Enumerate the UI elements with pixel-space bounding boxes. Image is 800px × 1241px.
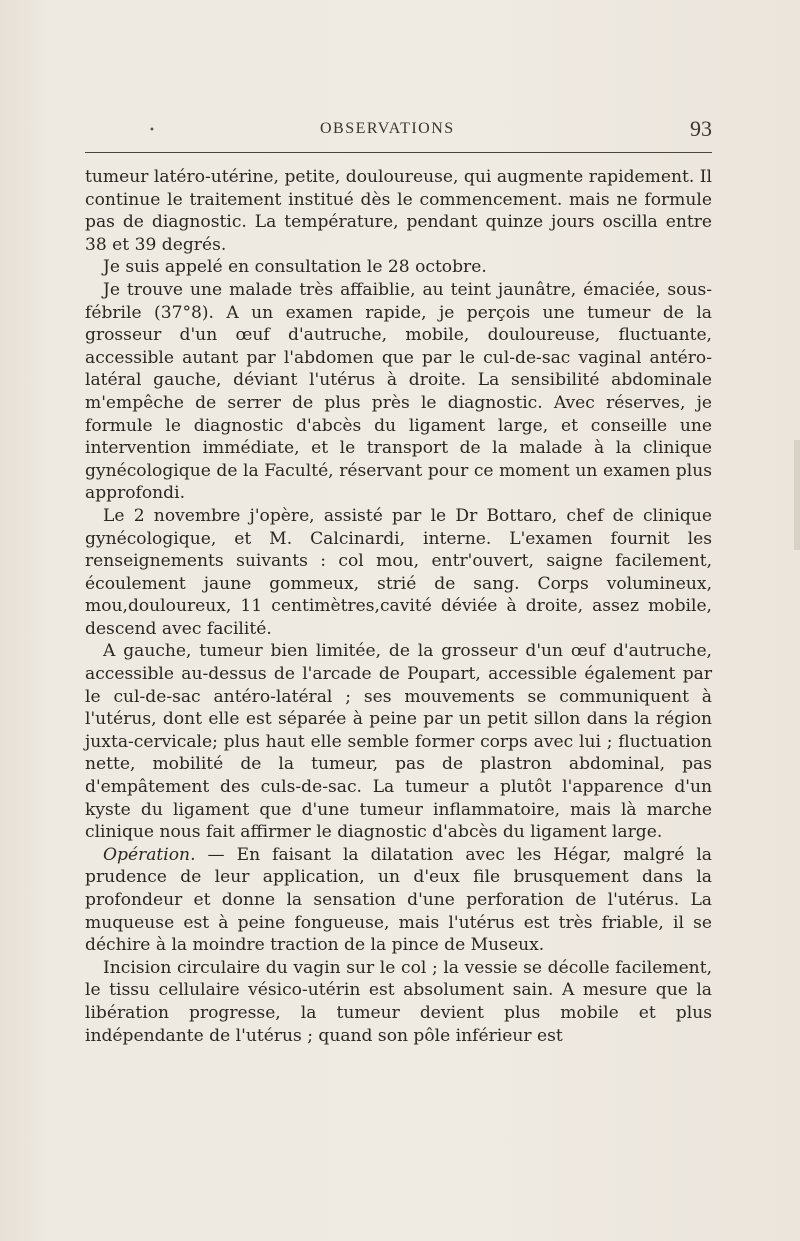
paragraph-incision: Incision circulaire du vagin sur le col ; la vessie se décolle facilement, le tissu cellulaire vésico-utérin est absolument sain. A mesure que la libération progresse, la tumeur devient plus mobile et plus indépendante de l'utérus ; quand son pôle inférieur est xyxy=(85,957,712,1046)
page-edge-shadow xyxy=(794,440,800,550)
paragraph-continuation: tumeur latéro-utérine, petite, douloureuse, qui augmente rapidement. Il continue le traitement institué dès le commencement. mais ne formule pas de diagnostic. La température, pendant quinze jours oscilla entre 38 et 39 degrés. xyxy=(85,167,712,255)
operation-text: — En faisant la dilatation avec les Hégar, malgré la prudence de leur application, un d'eux file brusquement dans la profondeur et donne la sensation d'une perforation de l'utérus. La muqueuse est à peine fongueuse, mais l'utérus est très friable, il se déchire à la moindre traction de la pince de Museux. xyxy=(85,844,712,956)
paragraph-left-tumor: A gauche, tumeur bien limitée, de la grosseur d'un œuf d'autruche, accessible au-dessus de l'arcade de Poupart, accessible également par le cul-de-sac antéro-latéral ; ses mouvements se communiquent à l'utérus, dont elle est séparée à peine par un petit sillon dans la région juxta-cervicale; plus haut elle semble former corps avec lui ; fluctuation nette, mobilité de la tumeur, pas de plastron abdominal, pas d'empâtement des culs-de-sac. La tumeur a plutôt l'apparence d'un kyste du ligament que d'une tumeur inflammatoire, mais là marche clinique nous fait affirmer le diagnostic d'abcès du ligament large. xyxy=(85,641,712,843)
paragraph-surgery-date: Le 2 novembre j'opère, assisté par le Dr Bottaro, chef de clinique gynécologique, et M. Calcinardi, interne. L'examen fournit les renseignements suivants : col mou, entr'ouvert, saigne facilement, écoulement jaune gommeux, strié de sang. Corps volumineux, mou,douloureux, 11 centimètres,cavité déviée à droite, assez mobile, descend avec facilité. xyxy=(85,505,712,639)
header-rule xyxy=(85,152,712,153)
paragraph-consultation: Je suis appelé en consultation le 28 octobre. xyxy=(103,257,487,278)
page-header xyxy=(85,116,712,150)
page-number: 93 xyxy=(690,116,712,141)
body-text xyxy=(85,166,712,1047)
operation-label: Opération. xyxy=(103,844,196,865)
paragraph-examination: Je trouve une malade très affaiblie, au teint jaunâtre, émaciée, sous-fébrile (37°8). A un examen rapide, je perçois une tumeur de la grosseur d'un œuf d'autruche, mobile, douloureuse, fluctuante, accessible autant par l'abdomen que par le cul-de-sac vaginal antéro-latéral gauche, déviant l'utérus à droite. La sensibilité abdominale m'empêche de serrer de plus près le diagnostic. Avec réserves, je formule le diagnostic d'abcès du ligament large, et conseille une intervention immédiate, et le transport de la malade à la clinique gynécologique de la Faculté, réservant pour ce moment un examen plus approfondi. xyxy=(85,279,712,504)
header-bullet: • xyxy=(149,125,155,136)
running-title: OBSERVATIONS xyxy=(320,120,455,137)
paragraph-operation xyxy=(85,844,712,957)
